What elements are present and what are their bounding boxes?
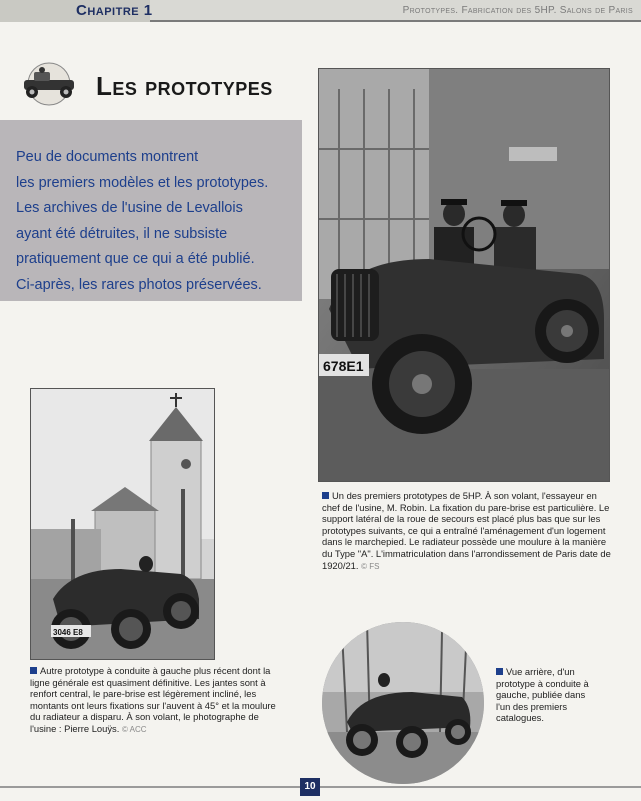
page-title: Les prototypes	[96, 71, 273, 101]
second-caption-credit: © ACC	[121, 724, 147, 734]
second-photo-caption	[30, 665, 285, 736]
main-photo-caption	[322, 490, 612, 572]
main-caption-credit: © FS	[361, 561, 380, 571]
rear-caption-text: Vue arrière, d'un prototype à conduite à gauche, publiée dans l'un des premiers catalogues.	[496, 666, 589, 724]
bullet-square-icon	[322, 492, 329, 499]
main-photo-illustration	[319, 69, 609, 481]
circle-photo-illustration	[322, 622, 484, 784]
intro-text	[16, 145, 296, 298]
page-number: 10	[300, 778, 320, 796]
second-photo-illustration	[31, 389, 214, 659]
header-rule	[150, 20, 641, 22]
main-prototype-photo	[318, 68, 610, 482]
car-logo-icon	[14, 62, 84, 106]
intro-line: ayant été détruites, il ne subsiste	[16, 225, 228, 242]
second-caption-text: Autre prototype à conduite à gauche plus récent dont la ligne générale est quasiment définitive. Les jantes sont à renfort central, le pare-brise est légèrement incliné, les montants ont leurs fixations sur l'auvent à 45° et la moulure du radiateur a disparu. À son volant, le photographe de l'usine : Pierre Louÿs.	[30, 665, 276, 734]
rear-view-photo	[322, 622, 484, 784]
intro-line: pratiquement que ce qui a été publié.	[16, 251, 255, 267]
footer-rule	[0, 786, 641, 788]
second-plate-text: 3046 E8	[53, 628, 83, 637]
section-label: Prototypes. Fabrication des 5HP. Salons de Paris	[402, 5, 633, 16]
chapter-label: Chapitre 1	[76, 2, 153, 19]
page-header	[0, 0, 641, 22]
rear-view-caption	[496, 666, 596, 724]
intro-line: Ci-après, les rares photos préservées.	[16, 276, 262, 293]
main-plate-text: 678E1	[323, 358, 364, 374]
intro-line: Peu de documents montrent	[16, 149, 199, 165]
second-prototype-photo	[30, 388, 215, 660]
bullet-square-icon	[30, 667, 37, 674]
intro-line: les premiers modèles et les prototypes.	[16, 174, 269, 191]
main-caption-text: Un des premiers prototypes de 5HP. À son volant, l'essayeur en chef de l'usine, M. Robin. La fixation du pare-brise est particulière. Le support latéral de la roue de secours est placé plus bas que sur les prototypes suivants, ce qui a entraîné l'aménagement d'un logement dans le marchepied. Le radiateur possède une moulure à la manière du Type "A". L'immatriculation dans l'arrondissement de Paris date de 1920/21.	[322, 490, 611, 571]
bullet-square-icon	[496, 668, 503, 675]
intro-line: Les archives de l'usine de Levallois	[16, 200, 243, 216]
